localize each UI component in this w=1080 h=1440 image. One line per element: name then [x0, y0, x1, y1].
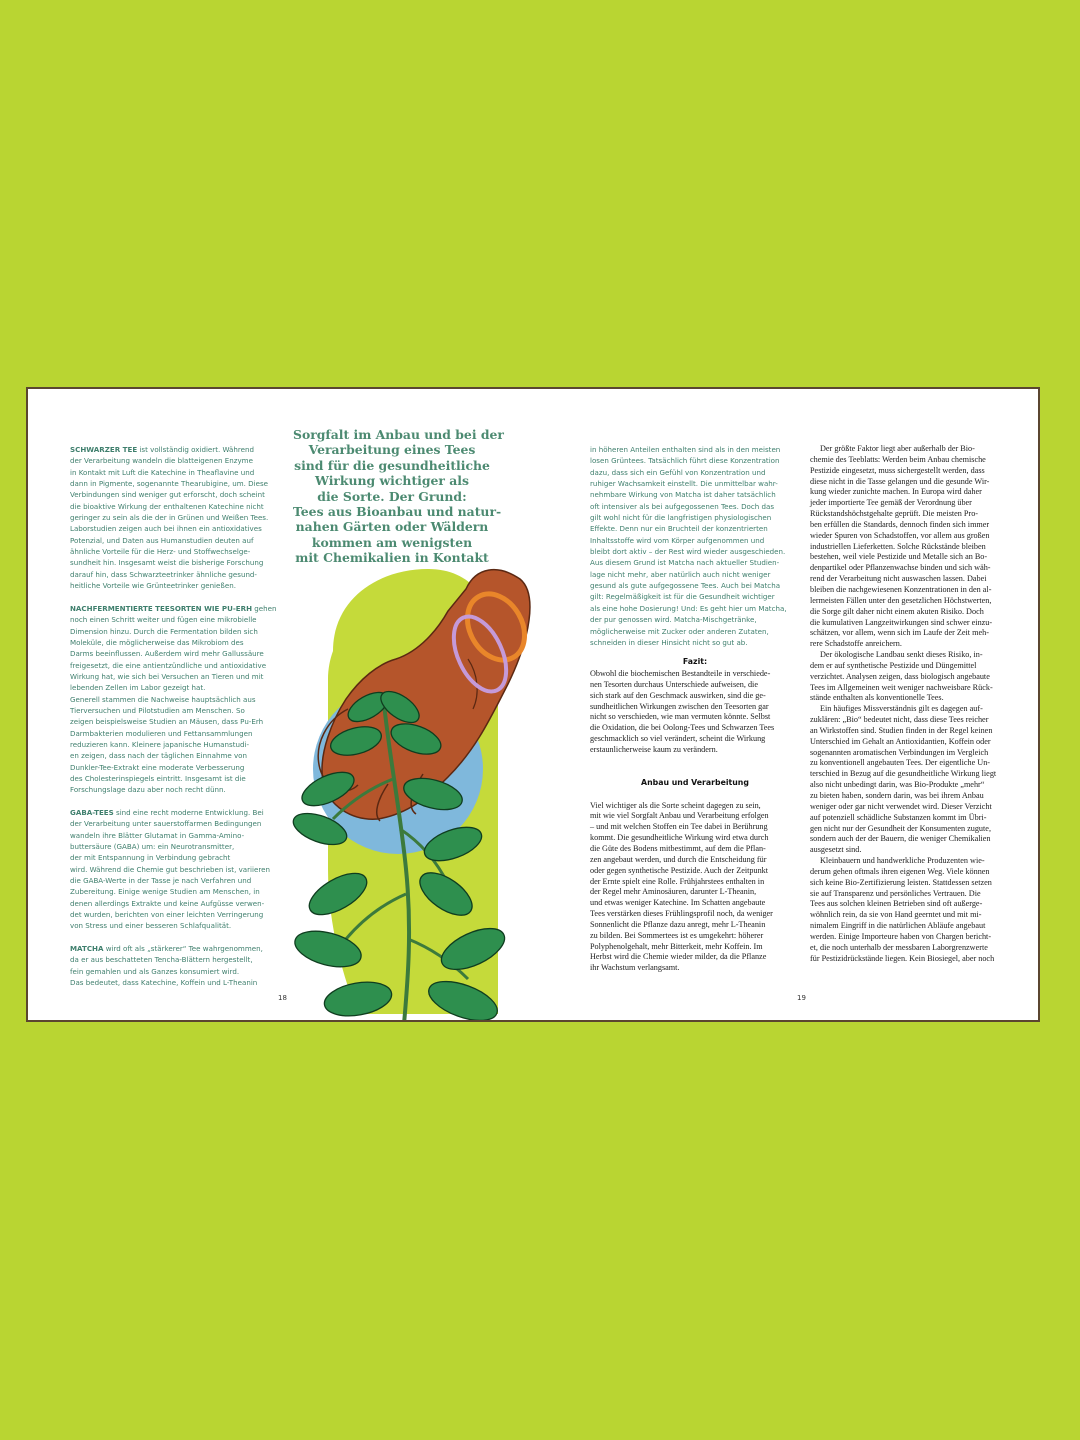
text-line-content: Darms beeinflussen. Außerdem wird mehr Gallussäure: [70, 649, 264, 659]
text-line-content: sundheit hin. Insgesamt weist die bisherige Forschung: [70, 558, 264, 568]
text-line: schneiden in dieser Hinsicht nicht so gut ab.: [590, 637, 748, 647]
text-line: stände enthalten als konventionelle Tees.: [810, 693, 944, 703]
page-number-right: 19: [797, 994, 806, 1002]
text-line: die Güte des Bodens mitbestimmt, auf dem die Pflan-: [590, 844, 766, 853]
text-line: für Pestizidrückstände liegen. Kein Biosiegel, aber noch: [810, 953, 995, 963]
text-line: ihr Wachstum verlangsamt.: [590, 963, 680, 973]
text-line-content: darauf hin, dass Schwarzteetrinker ähnliche gesund-: [70, 569, 257, 579]
fazit-heading: Fazit:: [682, 657, 708, 667]
text-line: nicht so verschieden, wie man vermuten könnte. Selbst: [590, 712, 771, 722]
text-line-content: Darmbakterien modulieren und Fettansammlungen: [70, 728, 253, 738]
pull-quote-line: Sorgfalt im Anbau und bei der: [293, 427, 504, 442]
text-line: der Ernte spielt eine Rolle. Frühjahrstees enthalten in: [590, 876, 765, 886]
text-line-content: freigesetzt, die eine antientzündliche und antioxidative: [70, 660, 267, 670]
text-line-content: Moleküle, die möglicherweise das Mikrobiom des: [70, 637, 244, 647]
text-line: nehmbare Wirkung von Matcha ist daher tatsächlich: [590, 490, 776, 500]
right-page-column-1: [590, 444, 800, 974]
text-line: bleibt dort aktiv – der Rest wird wieder ausgeschieden.: [590, 547, 786, 557]
text-line-content: der Verarbeitung unter sauerstoffarmen Bedingungen: [70, 819, 262, 829]
magazine-spread: [26, 387, 1040, 1022]
text-line: ben erfüllen die Standards, dennoch finden sich immer: [810, 519, 990, 529]
text-line: Obwohl die biochemischen Bestandteile in verschiede-: [590, 669, 771, 679]
text-line-content: fein gemahlen und als Ganzes konsumiert wird.: [70, 966, 240, 976]
text-line: wöhnlich rein, da sie von Hand geerntet und mit mi-: [810, 910, 982, 920]
pull-quote-line: sind für die gesundheitliche: [294, 457, 490, 473]
text-line: möglicherweise mit Zucker oder anderen Zutaten,: [590, 626, 769, 636]
pull-quote-line: Wirkung wichtiger als: [315, 473, 469, 489]
matcha-continued-text: [590, 444, 800, 648]
text-line: verzichtet. Analysen zeigen, dass biologisch angebaute: [810, 671, 990, 681]
text-line: weniger oder gar nicht verwendet wird. Dieser Verzicht: [810, 801, 992, 811]
text-line: Der ökologische Landbau senkt dieses Risiko, in-: [820, 650, 983, 660]
text-line: also nicht unbedingt darin, was Bio-Produkte „mehr“: [810, 780, 985, 790]
text-line: geschmacklich so viel verändert, scheint die Wirkung: [590, 734, 766, 744]
text-line: gilt: Regelmäßigkeit ist für die Gesundheit wichtiger: [590, 592, 775, 602]
text-line: derum gehen oftmals ihren eigenen Weg. Viele können: [810, 866, 990, 876]
text-line: Kleinbauern und handwerkliche Produzenten wie-: [820, 856, 985, 866]
text-line: Tees im Allgemeinen weit weniger nachweisbare Rück-: [810, 682, 993, 692]
text-line-content: von Stress und einer besseren Schlafqualität.: [70, 921, 232, 931]
text-line: sich keine Bio-Zertifizierung leisten. Stattdessen setzen: [810, 877, 992, 887]
text-line-content: Wirkung hat, wie sich bei Versuchen an Tieren und mit: [70, 671, 264, 681]
text-line: terschied in Bezug auf die gesundheitliche Wirkung liegt: [810, 769, 997, 779]
text-line-content: reduzieren kann. Kleinere japanische Humanstudi-: [70, 739, 250, 749]
text-line-content: in Kontakt mit Luft die Katechine in Theaflavine und: [70, 467, 255, 477]
text-line: industriellen Lieferketten. Solche Rückstände bleiben: [810, 541, 986, 551]
text-line: Sonnenlicht die Pflanze dazu anregt, mehr L-Theanin: [590, 919, 766, 929]
text-line-content: Zubereitung. Einige wenige Studien am Menschen, in: [70, 887, 260, 897]
text-line: ausgesetzt sind.: [810, 845, 862, 855]
text-line: erstaunlicherweise kaum zu verändern.: [590, 744, 718, 754]
paragraph-keyword: MATCHA: [70, 944, 104, 954]
text-line: die Sorge gilt daher nicht einem akuten Risiko. Doch: [810, 606, 984, 616]
text-line-content: wird. Während die Chemie gut beschrieben ist, variieren: [70, 864, 270, 874]
text-line: jeder importierte Tee gemäß der Verordnung über: [810, 498, 972, 508]
text-line: gen nicht nur der Gesundheit der Konsumenten zugute,: [810, 823, 991, 833]
text-line: sie auf Transparenz und persönliches Vertrauen. Die: [810, 888, 981, 898]
text-line: zen angebaut werden, und durch die Entscheidung für: [590, 854, 767, 864]
text-line: auf potenziell schädliche Substanzen kommt im Übri-: [810, 812, 987, 822]
text-line: als eine hohe Dosierung! Und: Es geht hier um Matcha,: [590, 603, 787, 613]
text-line: Der größte Faktor liegt aber außerhalb der Bio-: [820, 444, 975, 453]
text-line: mit wie viel Sorgfalt Anbau und Verarbeitung erfolgen: [590, 811, 769, 821]
pull-quote-line: die Sorte. Der Grund:: [317, 488, 467, 504]
paragraph-keyword: NACHFERMENTIERTE TEESORTEN WIE PU-ERH: [70, 603, 253, 613]
text-line: Rückstandshöchstgehalte geprüft. Die meisten Pro-: [810, 509, 979, 519]
text-line: losen Grüntees. Tatsächlich führt diese Konzentration: [590, 456, 780, 466]
text-line-content: Generell stammen die Nachweise hauptsächlich aus: [70, 694, 256, 704]
text-line-content: lebenden Zellen im Labor gezeigt hat.: [70, 683, 206, 693]
text-line: zu bieten haben, sondern darin, was bei ihrem Anbau: [810, 791, 984, 800]
pull-quote-line: mit Chemikalien in Kontakt: [295, 550, 489, 566]
text-line-content: wandeln ihre Blätter Glutamat in Gamma-Amino-: [70, 830, 245, 840]
text-line: sich stark auf den Geschmack auswirken, sind die ge-: [590, 690, 766, 700]
text-line-content: heitliche Vorteile wie Grünteetrinker genießen.: [70, 581, 236, 591]
text-line-content: zeigen beispielsweise Studien an Mäusen, dass Pu-Erh: [70, 717, 264, 727]
text-line: – und mit welchen Stoffen ein Tee dabei in Berührung: [590, 822, 768, 832]
text-line: Polyphenolgehalt, mehr Bitterkeit, mehr Koffein. Im: [590, 941, 763, 951]
text-line: der pur genossen wird. Matcha-Mischgetränke,: [590, 615, 757, 625]
text-line: ruhiger Wachsamkeit einstellt. Die unmittelbar wahr-: [590, 479, 778, 489]
text-line: die kumulativen Langzeitwirkungen sind schwer einzu-: [810, 617, 993, 627]
text-line: Herbst wird die Chemie wieder milder, da die Pflanze: [590, 952, 767, 962]
text-line: Ein häufiges Missverständnis gilt es dagegen auf-: [820, 704, 983, 714]
text-line-content: det wurden, berichten von einer leichten Verringerung: [70, 910, 264, 920]
pull-quote-line: nahen Gärten oder Wäldern: [295, 519, 489, 535]
text-line: gilt wohl nicht für die langfristigen physiologischen: [590, 513, 772, 523]
fazit-section: [590, 657, 800, 974]
text-line: die Oxidation, die bei Oolong-Tees und Schwarzen Tees: [590, 723, 775, 733]
text-line-content: buttersäure (GABA) um: ein Neurotransmitter,: [70, 842, 235, 852]
text-line-content: Dunkler-Tee-Extrakt eine moderate Verbesserung: [70, 762, 245, 772]
text-line: bestehen, weil viele Pestizide und Metalle sich an Bo-: [810, 552, 988, 562]
pull-quote: [293, 427, 504, 566]
text-line: lermeisten Fällen unter den gesetzlichen Höchstwerten,: [810, 595, 992, 605]
text-line-content: sind eine recht moderne Entwicklung. Bei: [113, 808, 264, 817]
text-line-content: die GABA-Werte in der Tasse je nach Verfahren und: [70, 876, 252, 886]
text-line: chemie des Teeblatts: Werden beim Anbau chemische: [810, 454, 986, 464]
text-line: der Regel mehr Aminosäuren, darunter L-Theanin,: [590, 887, 757, 897]
text-line: wieder Spuren von Schadstoffen, vor allem aus großen: [810, 530, 990, 540]
text-line: Pestizide eingesetzt, muss sichergestellt werden, dass: [810, 465, 985, 475]
text-line: schätzen, vor allem, wenn sich im Laufe der Zeit meh-: [810, 628, 989, 638]
text-line-content: da er aus beschatteten Tencha-Blättern hergestellt,: [70, 955, 253, 965]
section-spacer: [590, 756, 800, 778]
text-line: nen Tesorten durchaus Unterschiede aufweisen, die: [590, 679, 758, 689]
text-line: oft intensiver als bei aufgegossenen Tees. Doch das: [590, 501, 775, 511]
text-line: Aus diesem Grund ist Matcha nach aktueller Studien-: [590, 558, 780, 568]
text-line: Tees verstärken dieses Frühlingsprofil noch, da weniger: [590, 909, 773, 919]
text-line-content: geringer zu sein als die der in Grünen und Weißen Tees.: [70, 513, 269, 523]
text-line-content: des Cholesterinspiegels eintritt. Insgesamt ist die: [70, 773, 246, 783]
text-line-content: Verbindungen sind weniger gut erforscht, doch scheint: [70, 490, 265, 500]
text-line: in höheren Anteilen enthalten sind als in den meisten: [590, 445, 781, 454]
text-line: Inhaltsstoffe wird vom Körper aufgenommen und: [590, 535, 765, 545]
text-line: et, die noch unterhalb der messbaren Laborgrenzwerte: [810, 942, 988, 952]
text-line: dazu, dass sich ein Gefühl von Konzentration und: [590, 467, 766, 477]
text-line: denpartikel oder Pflanzenwachse binden und sich wäh-: [810, 563, 991, 573]
text-line-content: ist vollständig oxidiert. Während: [137, 445, 255, 454]
text-line: oder gegen synthetische Pestizide. Auch der Zeitpunkt: [590, 865, 769, 875]
text-line: und etwas weniger Katechine. Im Schatten angebaute: [590, 898, 766, 908]
text-line-content: wird oft als „stärkerer“ Tee wahrgenommen,: [103, 944, 263, 954]
text-line: diese nicht in die Tasse gelangen und die gesunde Wir-: [810, 476, 990, 486]
text-line-content: gehen: [252, 603, 277, 613]
section-heading: Anbau und Verarbeitung: [641, 777, 749, 787]
paragraph-keyword: GABA-TEES: [70, 808, 114, 817]
text-line-content: Potenzial, und Daten aus Humanstudien deuten auf: [70, 535, 254, 545]
text-line: lage nicht mehr, aber natürlich auch nicht weniger: [590, 569, 771, 579]
text-line: sogenannten aromatischen Verbindungen im Vergleich: [810, 747, 989, 757]
text-line: Tees aus solchen kleinen Betrieben sind oft außerge-: [810, 899, 983, 909]
text-line-content: dann in Pigmente, sogenannte Thearubigine, um. Diese: [70, 479, 269, 489]
text-line: kommt. Die gesundheitliche Wirkung wird etwa durch: [590, 833, 769, 843]
text-line-content: noch einen Schritt weiter und fügen eine mikrobielle: [70, 615, 257, 625]
text-line: sondern auch der der Bauern, die weniger Chemikalien: [810, 834, 991, 844]
text-line: Effekte. Denn nur ein Bruchteil der konzentrierten: [590, 524, 768, 534]
paragraph-keyword: SCHWARZER TEE: [70, 445, 138, 454]
pull-quote-line: Verarbeitung eines Tees: [308, 442, 476, 458]
text-line-content: denen allerdings Extrakte und keine Aufgüsse verwen-: [70, 898, 265, 908]
text-line: zu bilden. Bei Sommertees ist es umgekehrt: höherer: [590, 930, 764, 940]
page-number-left: 18: [278, 994, 287, 1002]
text-line-content: der mit Entspannung in Verbindung gebracht: [70, 853, 231, 863]
text-line: zu konventionell angebauten Tees. Der eigentliche Un-: [810, 758, 991, 768]
text-line-content: Forschungslage dazu aber noch recht dünn.: [70, 785, 226, 795]
pull-quote-line: kommen am wenigsten: [311, 534, 473, 550]
right-page-column-2: [810, 444, 1020, 965]
text-line: werden. Einige Importeure haben von Chargen bericht-: [810, 931, 992, 941]
text-line: zuklären: „Bio“ bedeutet nicht, dass diese Tees reicher: [810, 715, 989, 725]
text-line-content: ähnliche Vorteile für die Herz- und Stoffwechselge-: [70, 547, 251, 557]
text-line: kung wieder zunichte machen. In Europa wird daher: [810, 487, 982, 497]
text-line-content: Laborstudien zeigen auch bei ihnen ein antioxidatives: [70, 524, 262, 534]
text-line: an Wirkstoffen sind. Studien finden in der Regel keinen: [810, 725, 993, 735]
text-line: dem er auf synthetische Pestizide und Düngemittel: [810, 660, 977, 670]
pull-quote-line: Tees aus Bioanbau und natur-: [293, 504, 502, 520]
text-line: Unterschied im Gehalt an Antioxidantien, Koffein oder: [810, 736, 991, 746]
text-line-content: Dimension hinzu. Durch die Fermentation bilden sich: [70, 626, 258, 636]
text-line: bleiben die nachgewiesenen Konzentrationen in den al-: [810, 584, 992, 594]
text-line-content: die bioaktive Wirkung der enthaltenen Katechine nicht: [70, 501, 264, 511]
text-line-content: der Verarbeitung wandeln die blatteigenen Enzyme: [70, 456, 253, 466]
text-line-content: en zeigen, dass nach der täglichen Einnahme von: [70, 751, 248, 761]
text-line-content: Das bedeutet, dass Katechine, Koffein und L-Theanin: [70, 978, 258, 988]
text-line: rere Schadstoffe anreichern.: [810, 639, 902, 649]
text-line: Viel wichtiger als die Sorte scheint dagegen zu sein,: [590, 800, 761, 810]
text-line: gesund als gute aufgegossene Tees. Auch bei Matcha: [590, 581, 781, 591]
text-line: nimalem Eingriff in die natürlichen Abläufe angebaut: [810, 921, 986, 931]
text-line-content: Tierversuchen und Pilotstudien am Menschen. So: [70, 705, 245, 715]
text-line: rend der Verarbeitung nicht auswaschen lassen. Dabei: [810, 574, 987, 584]
text-line: sundheitlichen Wirkungen zwischen den Teesorten gar: [590, 701, 769, 711]
